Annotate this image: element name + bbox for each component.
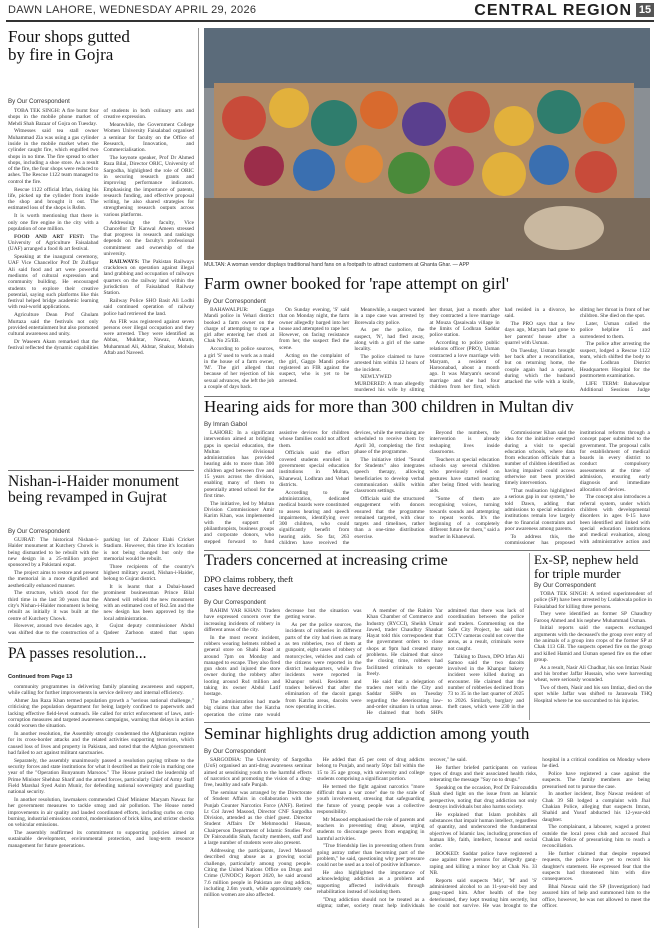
photo-hand-fans (204, 28, 650, 260)
headline-fire: Four shops gutted by fire in Gojra (8, 28, 130, 64)
photo-illustration (204, 28, 650, 260)
headline-ex-sp: Ex-SP, nephew held for triple murder (534, 553, 639, 581)
page-number: 15 (636, 3, 654, 17)
article-ex-sp: TOBA TEK SINGH: A retired superintendent of police (SP) have been arrested by Ludakwala police in Faisalabad for killing three persons. They were identified as former SP Chaudhry Farooq Ahmed and his nephew Muhammad Usman. Initial reports said the suspects exchanged arguments with the deceased's the group over entry of the animals of a group into crops of the former SP at Chak 113 GB. The suspects opened fire on the group and killed Hamid and Usman opened fire on the other group. As a result, Nasir Ali Chadhar, his son Imtiaz Nasir and his brother Jaffar Hussain, who were harvesting wheat, were seriously wounded. Two of them, Nasir and his son Imtiaz, died on the spot while Jaffar was shifted to Jaranwala THQ Hospital where he too succumbed to his injuries. (534, 591, 652, 704)
divider (8, 642, 194, 643)
byline-seminar: By Our Correspondent (204, 748, 266, 755)
byline-nishan-i-haider: By Our Correspondent (8, 528, 70, 535)
headline-pa-resolution: PA passes resolution... (8, 646, 147, 662)
dateline: DAWN LAHORE, WEDNESDAY APRIL 29, 2026 (8, 4, 257, 16)
section-title: CENTRAL REGION (474, 2, 632, 19)
byline-hearing-aids: By Imran Gabol (204, 421, 247, 428)
headline-nishan-i-haider: Nishan-i-Haider monument being revamped in Gujrat (8, 474, 179, 507)
article-traders: RAHIM YAR KHAN: Traders have expressed concern over the increasing incidents of robbery in different areas of the city. In the most recent incident, robbers wearing helmets robbed a general store on Shahi Road at around 7pm on Monday and managed to escape. They also fired gun shots and injured the store owner during the robbery after looting around Rs4 million and taking its owner Abdul Latif hostage. The administration had made big claims that after the Katcha operation the crime rate would decrease but the situation was getting worse. As per the police sources, the incidents of robberies in different parts of the city had risen as many as ten robberies, two of them at gunpoint, eight cases of robbery of motorcycles, vehicles and cash of the citizens were reported in the district headquarters, while five incidents were reported in Khanpur tehsil. Residents and traders believed that after the elimination of the dacoit gangs from Katcha areas, dacoits were now operating in cities. A member of the Rahim Yar Khan Chamber of Commerce and Industry (RYCCI), Sheikh Umair Jawed, trader Chaudhry Shaukat Hayat told this correspondent that the government orders to close shops at 9pm had created many problems. He claimed that since the closing time, robbers had facilitated criminals to operate freely. He said that a delegation of traders met with the City and Saddar SHPs on Tuesday regarding the deteriorating law-and-order situation in urban areas. He claimed that both SHPs admitted that there was lack of coordination between the police and traders. Commenting on the Safe City Project, he said that CCTV cameras could not cover the areas, as a result, criminals were not caught. Talking to Dawn, DPO Irfan Ali Samoo said the two dacoits involved in the Khanpur bakery incident were killed during an encounter. He claimed that the number of robberies declined from 73 to 35 in the last quarter of 2025 to 2026. Similarly, burglary and theft cases, which were 230 in the (204, 608, 524, 718)
article-seminar: SARGODHA: The University of Sargodha (UoS) organised an anti-drug awareness seminar aimed at sensitising youth to the harmful effects of narcotics and promoting the vision of a drug-free, healthy and safe Punjab. The seminar was arranged by the Directorate of Student Affairs in collaboration with the Punjab Counter Narcotics Force (ANF). Retired Lt Col Javed Masood, Director CNF Sargodha Division, attended as the chief guest. Director Student Affairs Dr Mehmoodul Hassan, Chairperson Department of Islamic Studies Prof Dr Fairozuddin Shah, faculty members, staff and a large number of students were also present. Addressing the participants, Javed Masood described drug abuse as a growing social challenge, particularly among young people. Citing the United Nations Office on Drugs and Crime (UNODC) Report 2020, he said around 7.6 million people in Pakistan are drug addicts, including 2.6m youth, while approximately one million women are also affected. He added that 45 per cent of drug addicts belong to Punjab, and nearly 50pc fall within the 15 to 35 age group, with university and college students comprising a significant portion. He termed the fight against narcotics "more difficult than a war zone" due to the scale of youth involvement, stressing that safeguarding the future of young people was a collective responsibility. Mr Masood emphasised the role of parents and teachers in preventing drug abuse, urging students to discourage peers from engaging in harmful activities. "True friendship lies in preventing others from going astray rather than becoming part of the problem," he said, questioning why peer pressure could not be used as a tool of positive influence. He also highlighted the importance of acknowledging addiction as a problem and supporting affected individuals through rehabilitation instead of isolating them. "Drug addiction should not be treated as a stigma; rather, society must help individuals recover," he said. He further briefed participants on various types of drugs and their associated health risks, reiterating the message "Say no to drugs." Speaking on the occasion, Prof Dr Fairozuddin Shah shed light on the issue from an Islamic perspective, noting that drug addiction not only destroys individuals but also harms society. He explained that Islam prohibits all substances that impair human intellect, regardless of quantity, and underscored the fundamental objectives of Islamic law, including protection of human life, faith, intellect, honour and social order. BOOKED: Saddar police have registered a case against three persons for allegedly gang-raping and killing a minor boy at Chak No. 33 NB. Reports said suspects 'Mir', 'M' and 'S' administered alcohol to an 11-year-old boy and gang-raped him. After health of the boy deteriorated, they kept treating him secretly, but he could not survive. He was brought to the hospital in a critical condition on Monday where he died. Police have registered a case against the suspects. The family members are being pressurised not to pursue the case. In another incident, Iboy Nawaz resident of Chak 39 SB lodged a complaint with Jhal Chakian Police, alleging that suspects Imran, Shahid and Yusuf abducted his 12-year-old daughter. The complainant, a labourer, waged a protest outside the local press club and accused Jhal Chakian Police of pressurising him to reach a reconciliation. He further claimed that despite repeated requests, the police have yet to record his daughter's statement. He expressed fear that the suspects had threatened him with dire consequences. Bhai Nawaz said the SP (Investigation) had assured him of help and summoned him to the office, however, he was not allowed to meet the officer. (204, 757, 650, 910)
headline-hearing-aids: Hearing aids for more than 300 children in Multan div (204, 398, 574, 416)
headline-farm-owner: Farm owner booked for 'rape attempt on girl' (204, 275, 509, 293)
divider (204, 396, 650, 397)
byline-fire: By Our Correspondent (8, 98, 70, 105)
article-nishan-i-haider: GUJRAT: The historical Nishan-i-Haider monument at Kutchery Chowk is being dismantled to be rebuilt with the new design in a 25-million project sponsored by a Pakistani expat. The project aims to restore and present the memorial in a more dignified and aesthetically enhanced manner. The structure, which stood for the third time in the last 30 years that the city's Nishan-i-Haider monument is being rebuilt as initially it was built at the centre of Kutchery Chowk. However, around two decades ago, it was shifted due to the construction of a parking lot of Zahoor Elahi Cricket Stadium. However, this time it's location is not being changed but only the memorial would be rebuilt. Three recipients of the country's highest military award, Nishan-i-Haider, belong to Gujrat district. It is learnt that a Dubai-based prominent businessman Prince Bilal Ahmed will rebuild the new monument with an estimated cost of Rs2.5m and the new design has been approved by the local administration. Gujrat deputy commissioner Abdul Qadeer Zarhoon stated that upon (8, 537, 194, 636)
headline-traders: Traders concerned at increasing crime (204, 553, 448, 569)
continued-from: Continued from Page 13 (8, 674, 73, 680)
article-pa-resolution: community programmes in delivering family planning awareness and support, while calling for further improvements in service delivery and internal efficiency. Ahmer Jan Raza Khan termed population growth a "serious national challenge," criticising the population department for being largely confined to paperwork and lacking effective field-level outreach. He called for strict enforcement of laws, anti-corruption measures and targeted awareness campaigns, warning that delays in action could worsen the situation. In another resolution, the Assembly strongly condemned the Afghanistan regime for its cross-border attacks and the related activities supporting terrorism, which caused loss of lives and property in Pakistan, and noted that the Afghan government had failed to act against militant sanctuaries. Separately, the assembly unanimously passed a resolution paying tribute to the security forces and state institutions for what it described as their role in marking one year of the "Operation Bunyanum Marsoos." The House praised the leadership of Prime Minister Shehbaz Sharif and the armed forces, particularly Chief of Army Staff Field Marshal Syed Asim Munir, for defending national sovereignty and guarding national security. In another resolution, lawmakers commended Chief Minister Maryam Nawaz for her government measures to tackle smog and air pollution. The House noted improvements in air quality and lauded coordinated efforts, including curbs on crop burning, industrial emissions control, modernisation of brick kilns, and stricter checks on vehicular emissions. The assembly reaffirmed its commitment to supporting policies aimed at sustainable development, environmental protection, and long-term resource management for future generations. (8, 684, 194, 849)
headline-seminar: Seminar highlights drug addiction among youth (204, 725, 530, 743)
byline-farm-owner: By Our Correspondent (204, 298, 266, 305)
deck-traders: DPO claims robbery, theft cases have decreased (204, 575, 294, 593)
divider (204, 722, 650, 723)
article-fire: TOBA TEK SINGH: A fire burnt four shops in the mobile phone market of Mehdi Shah Bazaar of Gojra on Tuesday. Witnesses said tea stall owner Muhammad Zia was using a gas cylinder inside in the mobile market when the cylinder caught fire, which engulfed two shops in no time. The fire spread to other shops, including a shoe store. As a result of the fire, the four shops were reduced to ashes. The Rescue 1122 team managed to control the fire. Rescue 1122 official Irfan, risking his life, picked up the cylinder from inside the shop and brought it out. The estimated loss of the shops is Rs6m. It is worth mentioning that there is only one fire engine in the city with a population of one million. FOOD AND ART FEST: The University of Agriculture Faisalabad (UAF) arranged a food & art festival. Speaking at the inaugural ceremony, UAF Vice Chancellor Prof Dr Zulfiqar Ali said food and art were powerful mediums of cultural expression and community building. He encouraged students to explore their creative potential, saying such platforms like this festival helped bridge academic learning with real-world applications. Agriculture Dean Prof Ghulam Murtaza said the festivals not only provided entertainment but also promoted cultural awareness and unity. Dr Waseem Akam remarked that the festival reflected the dynamic capabilities of students in both culinary arts and creative expression. Meanwhile, the Government College Women University Faisalabad organised a seminar for faculty on the Office of Research, Innovation, and Commercialisation. The keynote speaker, Prof Dr Ahmed Raza Bilal, Director ORIC, University of Sargodha, highlighted the role of ORIC in securing research grants and improving performance indicators. Emphasising the importance of patents, research funding, and effective proposal writing, he also shared strategies for strengthening research outputs across various platforms. Addressing the faculty, Vice Chancellor Dr Kanwal Ameen stressed that progress in research and rankings depends on the faculty's professional commitment and ownership of the university. RAILWAYS: The Pakistan Railways crackdown on operation against illegal land grabbing and occupation of railways quarters on the railway land within the jurisdiction of Faisalabad Railway Station. Railway Police SHO Basit Ali Lodhi said continued operation of railway police had retrieved the land. An FIR was registered against seven persons over illegal occupation and they were arrested. They were identified as Abbas, Mukhtar, Nawaz, Akram, Muhammad Ali, Akhtar, Shakur, Mohsin Aftab and Naveed. (8, 108, 194, 356)
article-hearing-aids: LAHORE: In a significant intervention aimed at bridging gaps in special education, the Multan divisional administration has provided hearing aids to more than 300 children aged between five and 15 years across the division, enabling many of them to potentially attend school for the first time. The initiative, led by Multan Division Commissioner Amir Karim Khan, was implemented with the support of philanthropists, business groups and corporate donors, who stepped forward to fund assistive devices for children whose families could not afford them. Officials said the effort covered students enrolled in government special education institutions in Multan, Khanewal, Lodhran and Vehari districts. According to the administration, dedicated medical boards were constituted to assess hearing and speech impairments, identifying over 300 children, who could significantly benefit from hearing aids. So far, 263 children have received the devices, while the remaining are scheduled to receive them by April 30, completing the first phase of the programme. The initiative titled "Sound for Students" also integrates speech therapy, allowing beneficiaries to develop verbal communication skills within classroom settings. Officials said the structured engagement with donors ensured that the programme remained targeted, with clear targets and timelines, rather than a one-time distribution exercise. Beyond the numbers, the intervention is already reshaping lives inside classrooms. Teachers at special education schools say several children who previously relied on gestures have started reacting after being fitted with hearing aids. "Some of them are recognising voices, turning towards sounds and attempting to repeat words. It's the beginning of a completely different future for them," said a teacher in Khanewal. Commissioner Khan said the idea for the initiative emerged during a visit to special education schools, where data from education officials that a number of children identified as having impaired could access otherwise not been provided timely intervention. "That realisation highlighted a serious gap in our system," he told Dawn, adding that admissions to special education institutions remain low largely due to financial constraints and poor awareness among parents. To address this, the commissioner has proposed institutional reforms through a concept paper submitted to the government. The proposal calls for establishment of medical boards in every district to conduct compulsory assessments at the time of admission, ensuring early diagnosis and immediate allocation of devices. The concept also introduces a referral system, under which children with developmental disorders in ages 0-15 have been identified and linked with special education institutions and medical evaluation, along with administrative action and (204, 430, 650, 547)
divider (204, 550, 650, 551)
byline-traders: By Our Correspondent (204, 599, 266, 606)
photo-caption: MULTAN: A woman vendor displays traditional hand fans on a footpath to attract customers at Ghanta Ghar. — APP (204, 262, 470, 268)
masthead-rule (6, 20, 654, 22)
byline-ex-sp: By Our Correspondent (534, 582, 596, 589)
divider (8, 470, 194, 471)
column-rule (198, 28, 199, 928)
article-farm-owner: BAHAWALPUR: Gaggo Mandi police in Vehari district booked a farm owner on the charge of attempting to rape a girl after entering her choti at Chak No 25/EB. According to police sources, a girl 'S' used to work as a maid in the house of a farm owner, 'M'. The girl alleged that because of her rejection of his sexual advances, she left the job a couple of days back. On Sunday evening, 'S' said that on Monday night, the farm owner allegedly barged into her house and attempted to rape her. However, on facing resistance from her, the suspect fled the scene. Acting on the complaint of the girl, Gaggo Mandi police registered an FIR against the suspect, who is yet to be arrested. Meanwhile, a suspect wanted in a rape case was arrested by Borewala city police. As per the police, the suspect, 'N', had fled away, along with a girl of the same locality. The police claimed to have arrested him within 12 hours of the incident. NEWLYWED MURDERED: A man allegedly murdered his wife by slitting her throat, just a month after they contracted a love marriage at Mouza Qasaiwala village in the limits of Lodhran Saddar police station. According to police public relations officer (PRO), Usman contracted a love marriage with Maryam, a resident of Haroonabad, about a month ago. It was Maryam's second marriage and she had four children from her first, which had resided in a divorce, he said. The PRO says that a few days ago, Maryam had gone to her parents' house after a quarrel with Usman. On Tuesday, Usman brought her back after a reconciliation, but on returning home, the couple again had a quarrel, during which the husband attacked the wife with a knife, slitting her throat in front of her children. She died on the spot. Later, Usman called the police helpline 15 and surrendered to them. The police after arresting the suspect, lodged a Rescue 1122 team, which shifted the body to the Lodhran District Headquarters Hospital for the postmortem examination. LIFE TERM: Bahawalpur Additional Sessions Judge (204, 307, 650, 394)
column-rule (529, 553, 530, 720)
